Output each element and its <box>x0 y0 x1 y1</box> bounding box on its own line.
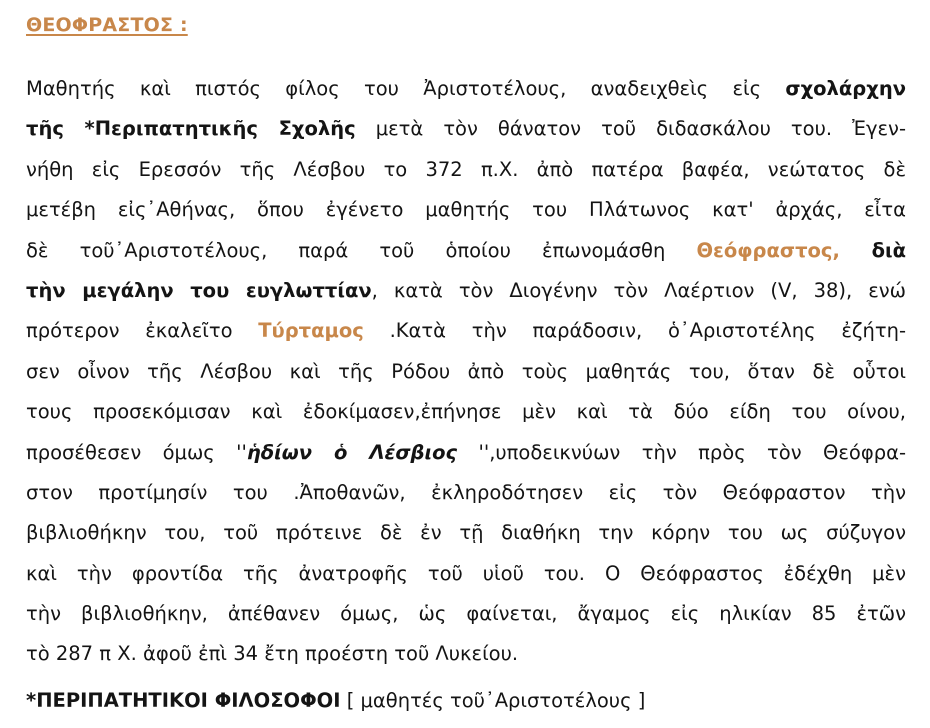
paragraph-line-7 <box>26 311 906 351</box>
paragraph-line-8: σεν οἶνον τῆς Λέσβου καὶ τῆς Ρόδου ἀπὸ τοὺς μαθητάς του, ὅταν δὲ οὗτοι <box>26 359 906 383</box>
text-run: δὲ τοῦ᾽Αριστοτέλους, παρά τοῦ ὁποίου ἐπωνομάσθη <box>26 238 697 262</box>
paragraph-line-15: τὸ 287 π Χ. ἀφοῦ ἐπὶ 34 ἔτη προέστη τοῦ Λυκείου. <box>26 642 519 666</box>
text-run: .Κατὰ τὴν παράδοσιν, ὁ᾽Αριστοτέλης ἐζήτη- <box>363 319 906 343</box>
bold-term-scholarch: σχολάρχην <box>785 77 906 100</box>
paragraph-line-14: τὴν βιβλιοθήκην, ἀπέθανεν όμως, ὡς φαίνεται, ἄγαμος εἰς ηλικίαν 85 ἐτῶν <box>26 602 906 626</box>
quote-hedion-lesbios: ἡδίων ὁ Λέσβιος <box>246 440 458 464</box>
paragraph-line-11: στον προτίμησίν του .Ἀποθανῶν, ἐκληροδότησεν εἰς τὸν Θεόφραστον τὴν <box>26 480 906 504</box>
main-paragraph <box>26 69 906 675</box>
paragraph-line-2 <box>26 109 906 149</box>
highlight-name-tyrtamos: Τύρταμος <box>258 319 364 343</box>
page-title: ΘΕΟΦΡΑΣΤΟΣ : <box>26 14 188 36</box>
bold-term-dia: διὰ <box>839 238 906 262</box>
text-run: μετὰ τὸν θάνατον τοῦ διδασκάλου του. Ἐγεν- <box>355 117 906 141</box>
highlight-name-theophrastos: Θεόφραστος, <box>696 238 840 262</box>
paragraph-line-12: βιβλιοθήκην του, τοῦ πρότεινε δὲ ἐν τῇ διαθήκη την κόρην του ως σύζυγον <box>26 521 906 545</box>
document-page <box>26 10 906 719</box>
footnote-note: [ μαθητές τοῦ᾽Αριστοτέλους ] <box>340 688 646 712</box>
bold-term-peripatetic-school: τῆς *Περιπατητικῆς Σχολῆς <box>26 117 356 141</box>
paragraph-line-4: μετέβη εἰς᾽Αθήνας, ὅπου ἐγένετο μαθητής του Πλάτωνος κατ' ἀρχάς, εἶτα <box>26 198 906 222</box>
paragraph-line-3: νήθη εἰς Ερεσσόν τῆς Λέσβου το 372 π.Χ. ἀπὸ πατέρα βαφέα, νεώτατος δὲ <box>26 157 906 181</box>
text-run: Μαθητής καὶ πιστός φίλος του Ἀριστοτέλους, αναδειχθεὶς εἰς <box>26 77 786 100</box>
paragraph-line-5 <box>26 231 906 271</box>
paragraph-line-10 <box>26 433 906 473</box>
text-run: , κατὰ τὸν Διογένην τὸν Λαέρτιον (V, 38), ενώ <box>371 278 906 302</box>
paragraph-line-9: τους προσεκόμισαν καὶ ἐδοκίμασεν,ἐπήνησε μὲν καὶ τὰ δύο είδη του οίνου, <box>26 400 906 424</box>
paragraph-line-1 <box>26 69 906 109</box>
footnote <box>26 683 906 719</box>
text-run: '',υποδεικνύων τὴν πρὸς τὸν Θεόφρα- <box>457 440 906 464</box>
text-run: προσέθεσεν όμως '' <box>26 440 247 464</box>
paragraph-line-13: καὶ τὴν φροντίδα τῆς ἀνατροφῆς τοῦ υἱοῦ του. Ο Θεόφραστος ἐδέχθη μὲν <box>26 561 906 585</box>
paragraph-line-6 <box>26 271 906 311</box>
bold-term-eloquence: τὴν μεγάλην του ευγλωττίαν <box>26 278 372 302</box>
footnote-term: *ΠΕΡΙΠΑΤΗΤΙΚΟΙ ΦΙΛΟΣΟΦΟΙ <box>26 688 341 712</box>
text-run: πρότερον ἐκαλεῖτο <box>26 319 259 343</box>
